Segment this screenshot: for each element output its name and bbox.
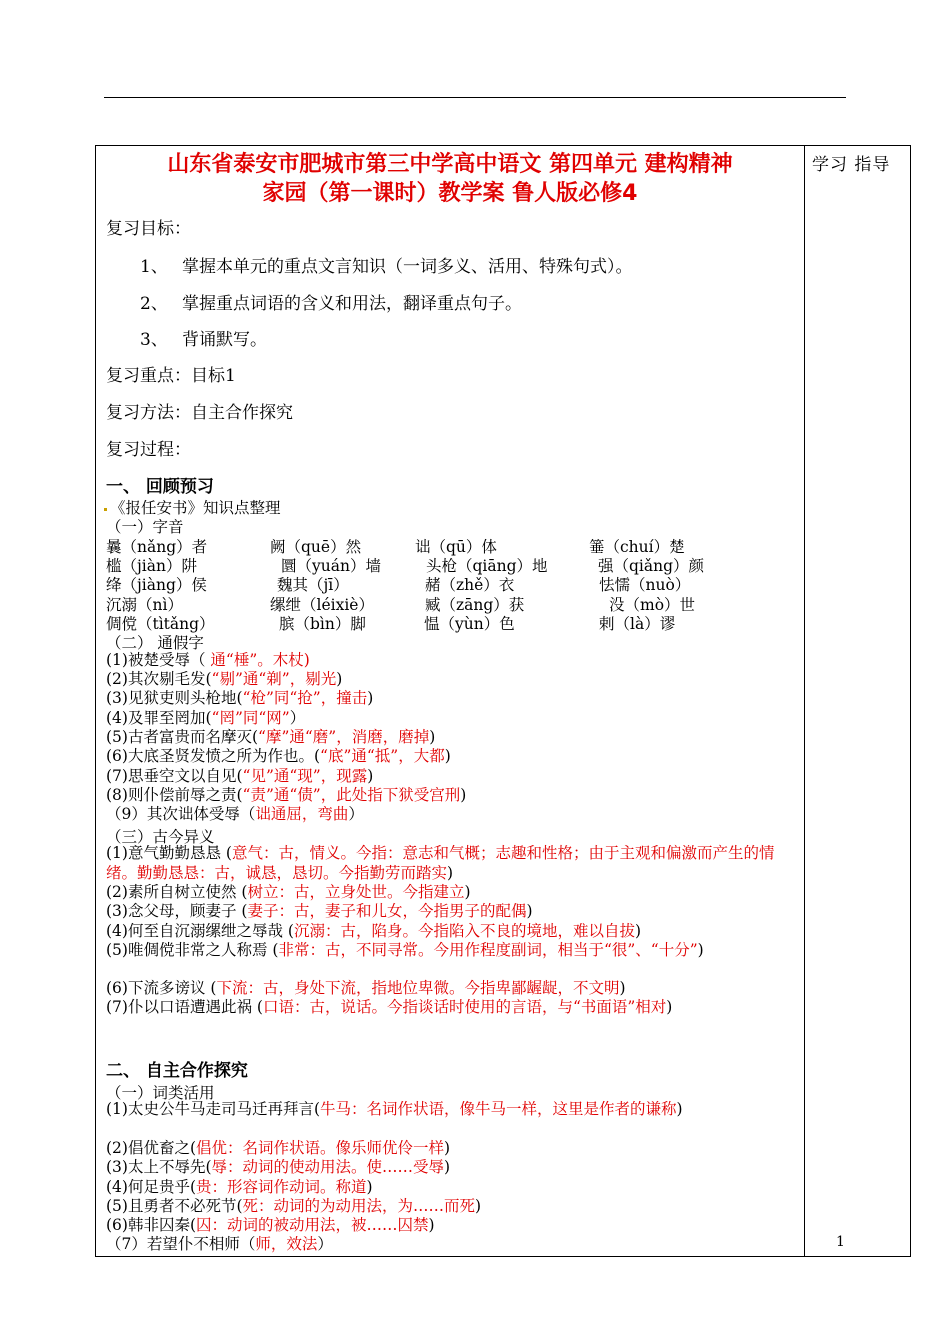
bullet-marker	[104, 508, 107, 511]
pronunciation-item: 魏其（jī）	[277, 576, 349, 594]
pronunciation-item: 圜（yuán）墙	[281, 557, 381, 575]
pronunciation-item: 倜傥（tìtǎng）	[106, 615, 215, 633]
subsection-heading: （一）字音	[106, 518, 184, 536]
tongjia-item: (2)其次剔毛发(“剔”通“剃”，剔光)	[106, 670, 343, 688]
guji-item: (4)何至自沉溺缧绁之辱哉 (沉溺：古，陷身。今指陷入不良的境地，难以自拔)	[106, 922, 642, 940]
guide-column	[801, 145, 911, 1257]
guji-item: (1)意气勤勤恳恳 (意气：古，情义。今指：意志和气概；志趣和性格；由于主观和偏激而产生的情绪。勤勤恳恳：古，诚恳，恳切。今指勤劳而踏实)	[106, 844, 775, 882]
section-heading: 一、 回顾预习	[106, 477, 214, 497]
review-process: 复习过程：	[106, 440, 191, 460]
subsection-heading: （一）词类活用	[106, 1084, 215, 1102]
pronunciation-item: 曩（nǎng）者	[106, 538, 208, 556]
guji-item: (3)念父母，顾妻子 (妻子：古，妻子和儿女，今指男子的配偶)	[106, 902, 533, 920]
pronunciation-item: 诎（qū）体	[415, 538, 497, 556]
guide-column-heading: 学习 指导	[812, 155, 891, 175]
pronunciation-item: 剌（là）谬	[599, 615, 676, 633]
tongjia-item: (3)见狱吏则头枪地(“枪”同“抢”，撞击)	[106, 689, 374, 707]
goal-text: 掌握重点词语的含义和用法，翻译重点句子。	[182, 294, 522, 314]
pronunciation-item: 槛（jiàn）阱	[106, 557, 197, 575]
activity-item: (4)何足贵乎(贵：形容词作动词。称道)	[106, 1178, 373, 1196]
tongjia-item: (8)则仆偿前辱之责(“责”通“债”，此处指下狱受宫刑)	[106, 786, 467, 804]
pronunciation-item: 箠（chuí）楚	[589, 538, 685, 556]
header-rule	[104, 97, 846, 98]
tongjia-item: (5)古者富贵而名摩灭(“摩”通“磨”，消磨，磨掉)	[106, 728, 436, 746]
guji-item: (2)素所自树立使然 (树立：古，立身处世。今指建立)	[106, 883, 471, 901]
goal-number: 3、	[140, 330, 168, 350]
document-title	[100, 150, 800, 208]
tongjia-item: (7)思垂空文以自见(“见”通“现”，现露)	[106, 767, 374, 785]
tongjia-item: (1)被楚受辱（ 通“棰”。木杖)	[106, 651, 310, 669]
pronunciation-item: 阙（quē）然	[270, 538, 362, 556]
goals-heading: 复习目标：	[106, 219, 191, 239]
title-line-1: 山东省泰安市肥城市第三中学高中语文 第四单元 建构精神	[167, 152, 733, 177]
guji-item: (6)下流多谤议 (下流：古，身处下流，指地位卑微。今指卑鄙龌龊，不文明)	[106, 979, 626, 997]
guji-item: (7)仆以口语遭遇此祸 (口语：古，说话。今指谈话时使用的言语，与“书面语”相对)	[106, 998, 673, 1016]
activity-item: (3)太上不辱先(辱：动词的使动用法。使……受辱)	[106, 1158, 451, 1176]
review-focus: 复习重点：目标1	[106, 366, 236, 386]
goal-text: 掌握本单元的重点文言知识（一词多义、活用、特殊句式）。	[182, 257, 633, 277]
activity-item: (1)太史公牛马走司马迁再拜言(牛马：名词作状语，像牛马一样，这里是作者的谦称)	[106, 1100, 683, 1118]
topic-line: 《报任安书》知识点整理	[110, 499, 281, 517]
page-number: 1	[836, 1234, 845, 1250]
activity-item: (5)且勇者不必死节(死：动词的为动用法，为……而死)	[106, 1197, 482, 1215]
pronunciation-item: 强（qiǎng）颜	[598, 557, 705, 575]
subsection-heading: （二） 通假字	[106, 634, 204, 652]
tongjia-item: （9）其次诎体受辱（诎通屈，弯曲）	[106, 805, 364, 823]
section-heading: 二、 自主合作探究	[106, 1061, 248, 1081]
tongjia-item: (4)及罪至罔加(“罔”同“网”）	[106, 709, 306, 727]
pronunciation-item: 绛（jiàng）侯	[106, 576, 207, 594]
goal-number: 1、	[140, 257, 168, 277]
activity-item: (2)倡优畜之(倡优：名词作状语。像乐师优伶一样)	[106, 1139, 451, 1157]
subsection-heading: （三）古今异义	[106, 828, 215, 846]
guji-item: (5)唯倜傥非常之人称焉 (非常：古，不同寻常。今用作程度副词，相当于“很”、“十分”)	[106, 941, 704, 959]
goal-number: 2、	[140, 294, 168, 314]
pronunciation-item: 愠（yùn）色	[424, 615, 515, 633]
activity-item: (6)韩非囚秦(囚：动词的被动用法，被……囚禁)	[106, 1216, 435, 1234]
tongjia-item: (6)大底圣贤发愤之所为作也。(“底”通“抵”，大都)	[106, 747, 451, 765]
review-method: 复习方法：自主合作探究	[106, 403, 293, 423]
pronunciation-item: 头枪（qiāng）地	[426, 557, 548, 575]
pronunciation-item: 怯懦（nuò）	[599, 576, 691, 594]
pronunciation-item: 没（mò）世	[609, 596, 696, 614]
title-line-2: 家园（第一课时）教学案 鲁人版必修4	[262, 181, 638, 206]
pronunciation-item: 膑（bìn）脚	[279, 615, 366, 633]
pronunciation-item: 缧绁（léixiè）	[270, 596, 374, 614]
goal-text: 背诵默写。	[182, 330, 267, 350]
activity-item: （7）若望仆不相师（师，效法）	[106, 1235, 333, 1253]
pronunciation-item: 赭（zhě）衣	[425, 576, 515, 594]
pronunciation-item: 臧（zāng）获	[425, 596, 525, 614]
pronunciation-item: 沉溺（nì）	[106, 596, 183, 614]
